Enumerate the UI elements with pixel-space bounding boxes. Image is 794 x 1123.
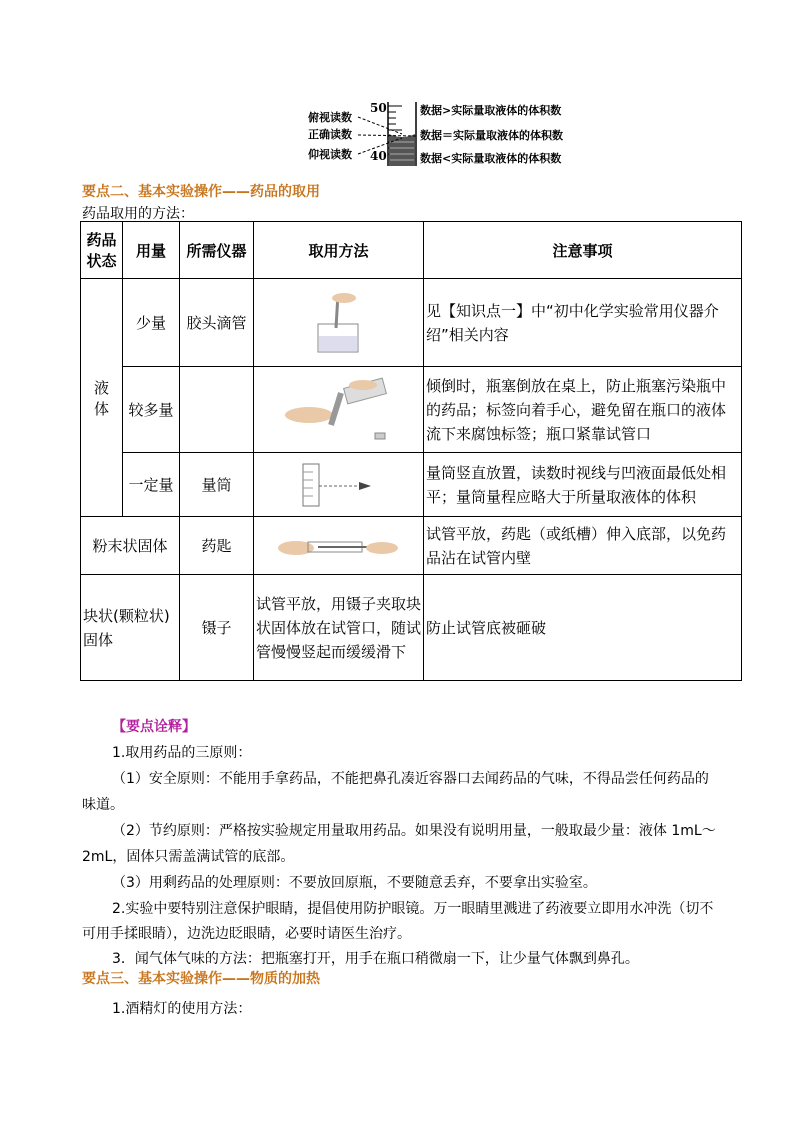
row2-instrument bbox=[180, 367, 254, 453]
row4-instrument: 药匙 bbox=[180, 517, 254, 575]
row1-instrument: 胶头滴管 bbox=[180, 279, 254, 367]
top-view-result: 数据>实际量取液体的体积数 bbox=[420, 104, 562, 117]
top-view-label: 俯视读数 bbox=[308, 111, 352, 124]
header-note: 注意事项 bbox=[424, 222, 742, 279]
section3-line-1: 1.酒精灯的使用方法： bbox=[112, 1001, 252, 1017]
explain-line-1: 1.取用药品的三原则： bbox=[112, 745, 252, 761]
row5-method: 试管平放，用镊子夹取块状固体放在试管口，随试管慢慢竖起而缓缓滑下 bbox=[254, 575, 424, 681]
explain-line-6: （3）用剩药品的处理原则：不要放回原瓶，不要随意丢弃，不要拿出实验室。 bbox=[112, 875, 597, 891]
row3-method-image bbox=[254, 453, 424, 517]
liquid-label: 液体 bbox=[93, 378, 109, 418]
cylinder-reading-figure bbox=[308, 98, 586, 170]
section3-heading: 要点三、基本实验操作——物质的加热 bbox=[82, 971, 320, 987]
row1-note: 见【知识点一】中“初中化学实验常用仪器介绍”相关内容 bbox=[424, 279, 742, 367]
bottom-view-label: 仰视读数 bbox=[308, 148, 352, 161]
row1-method-image bbox=[254, 279, 424, 367]
header-amount: 用量 bbox=[123, 222, 180, 279]
header-instrument: 所需仪器 bbox=[180, 222, 254, 279]
liquid-state-cell bbox=[81, 279, 123, 517]
row4-note: 试管平放，药匙（或纸槽）伸入底部，以免药品沾在试管内壁 bbox=[424, 517, 742, 575]
correct-view-label: 正确读数 bbox=[308, 128, 352, 141]
row2-note: 倾倒时，瓶塞倒放在桌上，防止瓶塞污染瓶中的药品；标签向着手心，避免留在瓶口的液体流下来腐蚀标签；瓶口紧靠试管口 bbox=[424, 367, 742, 453]
explain-line-3: 味道。 bbox=[82, 797, 124, 813]
row4-method-image bbox=[254, 517, 424, 575]
row3-amount: 一定量 bbox=[123, 453, 180, 517]
explain-tag: 【要点诠释】 bbox=[112, 719, 196, 735]
explain-line-4: （2）节约原则：严格按实验规定用量取用药品。如果没有说明用量，一般取最少量：液体 1mL～ bbox=[112, 823, 716, 839]
explain-line-9: 3．闻气体气味的方法：把瓶塞打开，用手在瓶口稍微扇一下，让少量气体飘到鼻孔。 bbox=[112, 951, 639, 967]
section2-heading: 要点二、基本实验操作——药品的取用 bbox=[82, 184, 320, 200]
reagent-table bbox=[80, 221, 742, 681]
correct-view-result: 数据＝实际量取液体的体积数 bbox=[420, 129, 563, 142]
header-method: 取用方法 bbox=[254, 222, 424, 279]
row4-state: 粉末状固体 bbox=[81, 517, 180, 575]
row5-instrument: 镊子 bbox=[180, 575, 254, 681]
row3-instrument: 量筒 bbox=[180, 453, 254, 517]
explain-line-5: 2mL，固体只需盖满试管的底部。 bbox=[82, 849, 295, 865]
scale-top-label: 50 bbox=[370, 101, 387, 115]
bottom-view-result: 数据<实际量取液体的体积数 bbox=[420, 152, 562, 165]
scale-bottom-label: 40 bbox=[370, 149, 387, 163]
row3-note: 量筒竖直放置，读数时视线与凹液面最低处相平；量筒量程应略大于所量取液体的体积 bbox=[424, 453, 742, 517]
row1-amount: 少量 bbox=[123, 279, 180, 367]
row5-note: 防止试管底被砸破 bbox=[424, 575, 742, 681]
row5-state: 块状(颗粒状)固体 bbox=[81, 575, 180, 681]
header-state: 药品状态 bbox=[81, 222, 123, 279]
row2-amount: 较多量 bbox=[123, 367, 180, 453]
explain-line-2: （1）安全原则：不能用手拿药品，不能把鼻孔凑近容器口去闻药品的气味，不得品尝任何药品的 bbox=[112, 771, 709, 787]
section2-intro: 药品取用的方法： bbox=[82, 206, 194, 222]
explain-line-8: 可用手揉眼睛），边洗边眨眼睛，必要时请医生治疗。 bbox=[82, 926, 411, 942]
row2-method-image bbox=[254, 367, 424, 453]
explain-line-7: 2.实验中要特别注意保护眼睛，提倡使用防护眼镜。万一眼睛里溅进了药液要立即用水冲洗（切不 bbox=[112, 901, 714, 917]
